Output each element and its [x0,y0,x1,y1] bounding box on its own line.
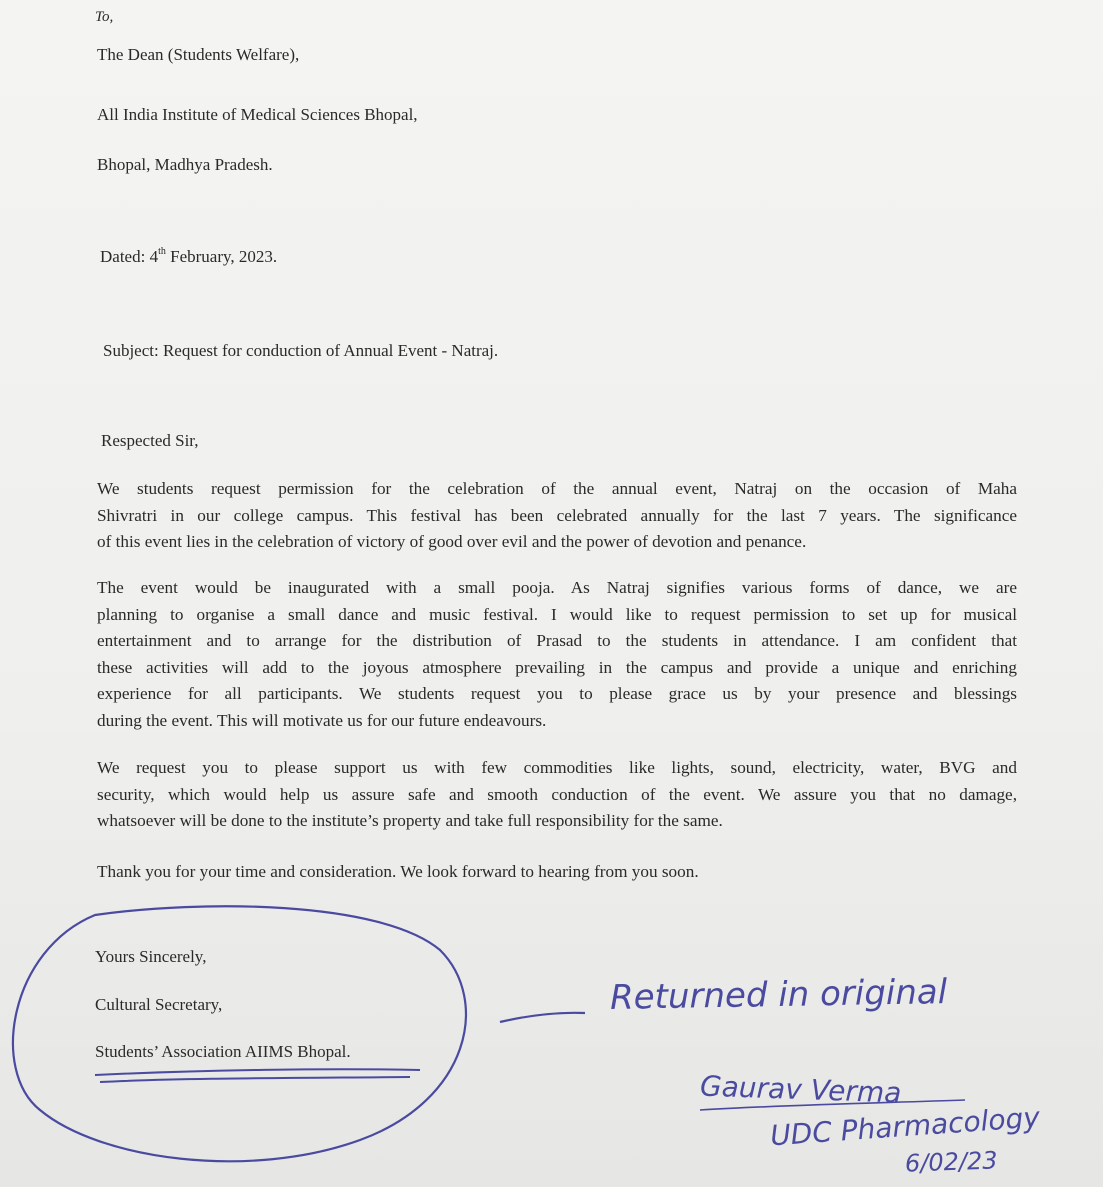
closing-line-2: Cultural Secretary, [95,995,223,1014]
closing-line-1: Yours Sincerely, [95,947,207,966]
pen-underline [95,1069,420,1082]
pen-oval [13,906,466,1161]
subject-line: Subject: Request for conduction of Annual Event - Natraj. [103,341,499,360]
salutation: Respected Sir, [101,431,199,450]
to-line: To, [95,9,114,25]
paragraph-line: Thank you for your time and consideration. We look forward to hearing from you soon. [97,862,699,881]
paragraph-line: planning to organise a small dance and music festival. I would like to request permission to set up for musical [97,604,1017,624]
paragraph-line: The event would be inaugurated with a small pooja. As Natraj signifies various forms of dance, we are [97,578,1017,597]
addressee-line-3: Bhopal, Madhya Pradesh. [97,155,273,174]
handwritten-designation: UDC Pharmacology [769,1100,1041,1153]
addressee-line-1: The Dean (Students Welfare), [97,45,300,64]
paragraph-line: of this event lies in the celebration of victory of good over evil and the power of devotion and penance. [97,532,807,551]
date-prefix: Dated: 4 [100,247,159,266]
paragraph-line: experience for all participants. We students request you to please grace us by your presence and blessings [97,684,1017,703]
handwritten-note: Returned in original [609,972,948,1018]
handwritten-date: 6/02/23 [904,1146,998,1178]
paragraph-line: during the event. This will motivate us for our future endeavours. [97,710,547,730]
paragraph-line: We request you to please support us with few commodities like lights, sound, electricity, water, BVG and [97,758,1017,777]
paragraph-line: Shivratri in our college campus. This festival has been celebrated annually for the last 7 years. The significance [97,505,1017,525]
date-ordinal: th [158,246,166,257]
handwritten-signature: Gaurav Verma [699,1069,902,1110]
paragraph-line: whatsoever will be done to the institute’s property and take full responsibility for the same. [97,811,723,830]
date-suffix: February, 2023. [165,247,278,266]
paragraph-line: these activities will add to the joyous atmosphere prevailing in the campus and provide a unique and enriching [97,657,1017,677]
closing-line-3: Students’ Association AIIMS Bhopal. [95,1042,351,1061]
addressee-line-2: All India Institute of Medical Sciences Bhopal, [97,105,418,124]
paragraph-line: We students request permission for the celebration of the annual event, Natraj on the occasion of Maha [97,479,1017,498]
pen-dash [500,1013,585,1022]
paragraph-line: entertainment and to arrange for the distribution of Prasad to the students in attendance. I am confident that [97,631,1017,650]
paragraph-line: security, which would help us assure safe and smooth conduction of the event. We assure you that no damage, [97,784,1017,804]
